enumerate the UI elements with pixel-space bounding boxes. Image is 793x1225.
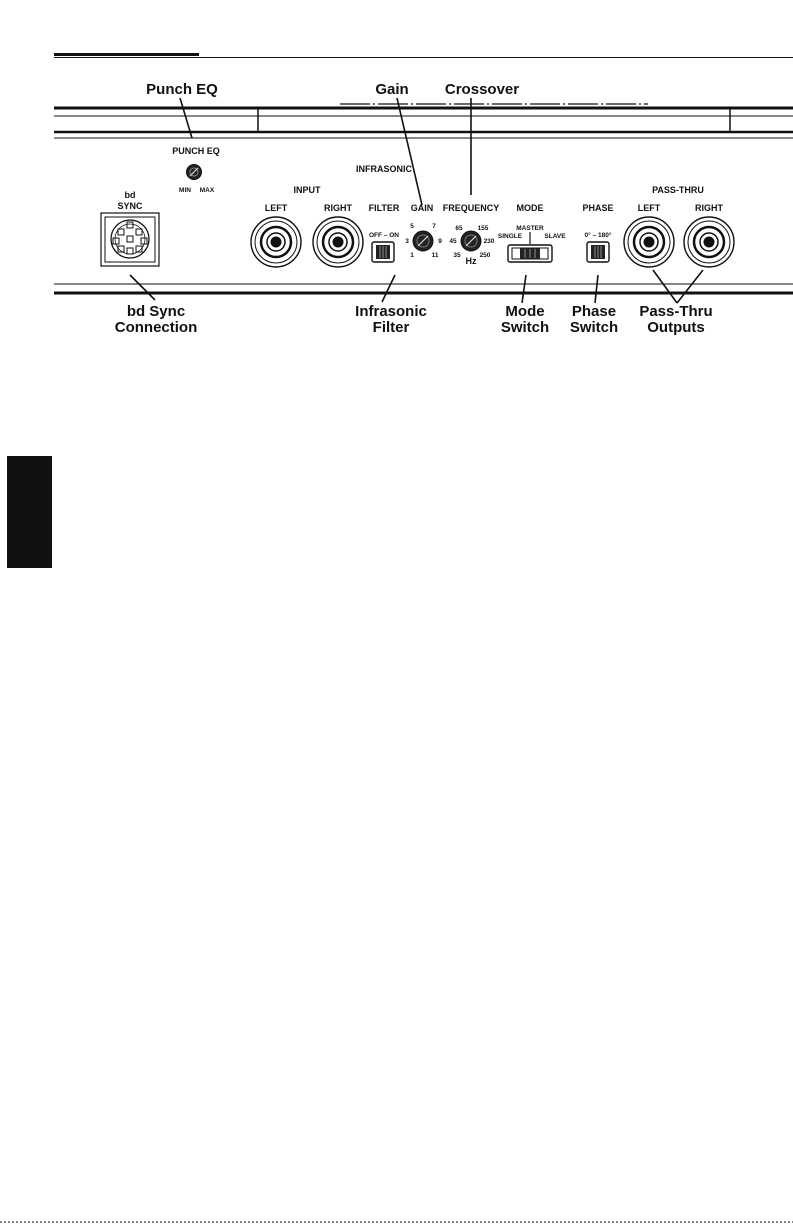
label-pass-thru: PASS-THRU [652, 185, 704, 195]
header-thick-rule [54, 53, 199, 56]
callout-phase-line1: Phase [571, 303, 617, 320]
pass-thru-right-jack [684, 217, 734, 267]
callout-mode-line2: Switch [500, 319, 550, 336]
input-right-jack [313, 217, 363, 267]
header-thin-rule [54, 57, 793, 58]
phase-switch [587, 242, 609, 262]
callout-crossover: Crossover [444, 81, 520, 98]
callout-infrasonic-line2: Filter [372, 319, 410, 336]
freq-scale-65: 65 [455, 225, 463, 232]
label-punch-min: MIN [179, 187, 191, 194]
label-punch-eq: PUNCH EQ [172, 146, 220, 156]
amp-chassis [54, 104, 793, 293]
label-input-right: RIGHT [324, 203, 352, 213]
bd-sync-connector [101, 213, 159, 266]
label-master: MASTER [516, 225, 544, 232]
callout-bd-sync-line1: bd Sync [126, 303, 186, 320]
gain-scale-1: 1 [410, 252, 414, 259]
freq-scale-250: 250 [479, 252, 491, 259]
label-bd: bd [124, 190, 136, 200]
label-hz: Hz [465, 256, 477, 266]
callout-mode-line1: Mode [505, 303, 545, 320]
label-single: SINGLE [497, 233, 523, 240]
label-input: INPUT [293, 185, 321, 195]
freq-scale-155: 155 [477, 225, 489, 232]
punch-eq-knob [187, 165, 202, 180]
label-sync: SYNC [117, 201, 143, 211]
label-phase-range: 0° – 180° [584, 232, 612, 239]
label-pass-right: RIGHT [695, 203, 723, 213]
freq-scale-230: 230 [483, 238, 495, 245]
gain-scale-11: 11 [431, 252, 439, 259]
gain-scale-7: 7 [432, 223, 436, 230]
callout-punch-eq: Punch EQ [146, 81, 218, 98]
freq-scale-35: 35 [453, 252, 461, 259]
label-off-on: OFF – ON [369, 232, 399, 239]
infrasonic-filter-switch [372, 242, 394, 262]
label-infrasonic: INFRASONIC [356, 164, 412, 174]
gain-knob [413, 231, 433, 251]
gain-scale-3: 3 [405, 238, 409, 245]
pass-thru-left-jack [624, 217, 674, 267]
frequency-knob [461, 231, 481, 251]
input-left-jack [251, 217, 301, 267]
label-phase: PHASE [582, 203, 614, 213]
label-mode: MODE [516, 203, 544, 213]
callout-pass-thru-line1: Pass-Thru [639, 303, 713, 320]
callout-pass-thru-line2: Outputs [647, 319, 705, 336]
leader-lines [130, 98, 703, 303]
label-frequency: FREQUENCY [442, 203, 500, 213]
label-input-left: LEFT [264, 203, 288, 213]
label-punch-max: MAX [199, 187, 215, 194]
callout-bd-sync-line2: Connection [114, 319, 198, 336]
gain-scale-9: 9 [438, 238, 442, 245]
label-filter: FILTER [368, 203, 400, 213]
side-tab-marker [7, 456, 52, 568]
label-pass-left: LEFT [637, 203, 661, 213]
callout-infrasonic-line1: Infrasonic [355, 303, 427, 320]
label-gain: GAIN [410, 203, 434, 213]
label-slave: SLAVE [544, 233, 566, 240]
callout-phase-line2: Switch [569, 319, 619, 336]
freq-scale-45: 45 [449, 238, 457, 245]
callout-gain: Gain [375, 81, 409, 98]
gain-scale-5: 5 [410, 223, 414, 230]
